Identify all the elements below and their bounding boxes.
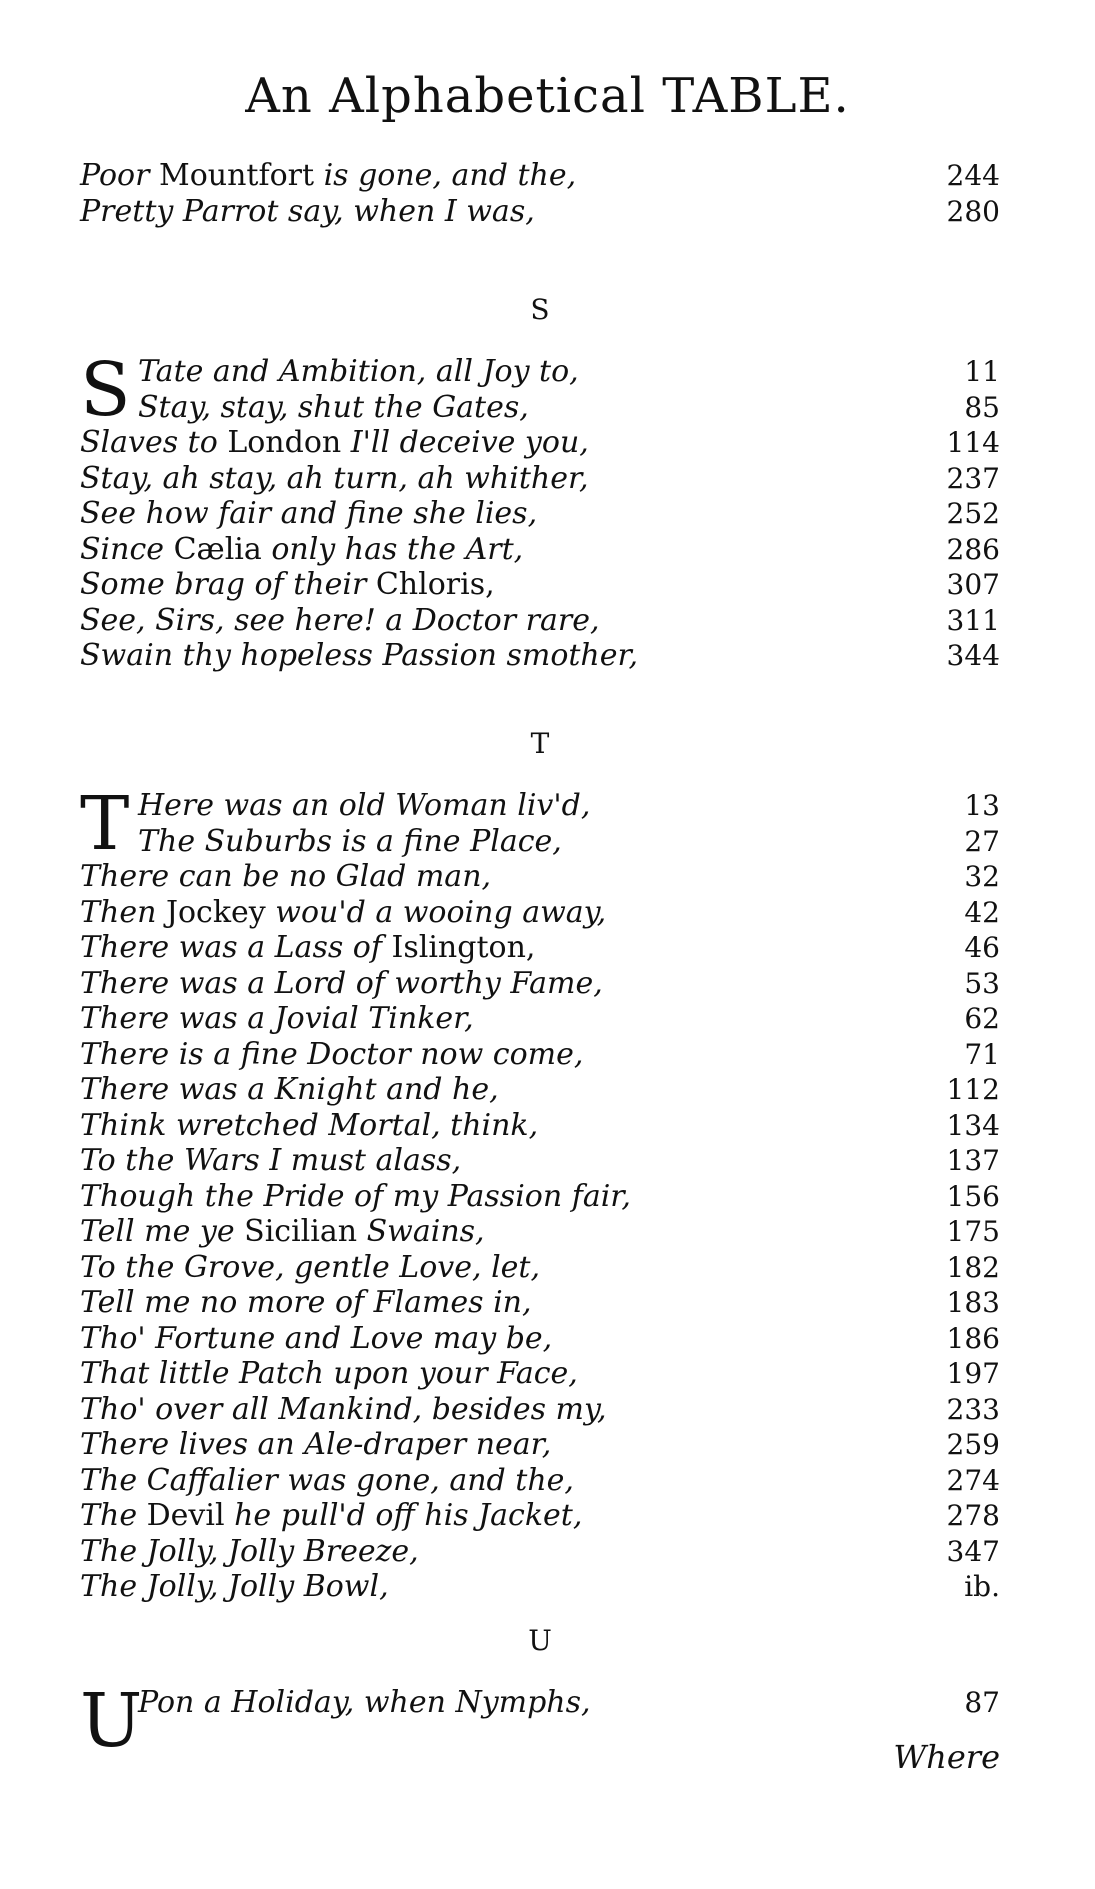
entry-page-number: 237 bbox=[946, 461, 1000, 495]
entry-page-number: 46 bbox=[964, 931, 1000, 964]
entry-title-part: London bbox=[227, 425, 351, 460]
entry-title bbox=[80, 1569, 389, 1605]
entry-title-part: Think wretched Mortal, think, bbox=[80, 1107, 539, 1143]
entry-title bbox=[80, 1427, 551, 1463]
table-row bbox=[80, 1037, 1000, 1073]
entry-title bbox=[80, 1285, 532, 1321]
entry-page-number: 233 bbox=[946, 1392, 1000, 1426]
table-row bbox=[80, 824, 1000, 860]
entry-page-number: 311 bbox=[946, 603, 1000, 637]
entry-page-number: 252 bbox=[946, 497, 1000, 530]
entry-title bbox=[138, 354, 579, 390]
entry-title-part: I'll deceive you, bbox=[350, 425, 589, 460]
entry-title-part: Tell me no more of Flames in, bbox=[80, 1285, 532, 1320]
entry-title-part: Here was an old Woman liv'd, bbox=[138, 788, 591, 823]
entry-title-part: Then bbox=[80, 894, 166, 930]
entry-page-number: 286 bbox=[946, 532, 1000, 566]
entry-title-part: Some brag of their bbox=[80, 567, 376, 602]
entry-page-number: 134 bbox=[946, 1108, 1000, 1142]
table-row bbox=[80, 461, 1000, 497]
entry-title-part: Tho' Fortune and Love may be, bbox=[80, 1320, 553, 1356]
table-row bbox=[80, 603, 1000, 639]
entry-title-part: Pretty Parrot say, when I was, bbox=[80, 193, 535, 229]
entry-title bbox=[80, 1321, 552, 1357]
section-letter-s: S bbox=[530, 293, 550, 326]
section-s bbox=[80, 293, 1000, 674]
entry-title bbox=[80, 1001, 474, 1037]
entry-page-number: 244 bbox=[946, 159, 1000, 192]
table-row bbox=[80, 638, 1000, 674]
entry-title-part: See, Sirs, see here! a Doctor rare, bbox=[80, 602, 600, 638]
entry-title-part: Stay, ah stay, ah turn, ah whither, bbox=[80, 460, 589, 496]
entry-page-number: 175 bbox=[946, 1215, 1000, 1248]
entry-title-part: Stay, stay, shut the Gates, bbox=[138, 389, 529, 425]
entry-page-number: 87 bbox=[964, 1686, 1000, 1719]
entry-title-part: There can be no Glad man, bbox=[80, 859, 492, 894]
table-row bbox=[80, 1072, 1000, 1108]
entry-title bbox=[80, 1214, 485, 1250]
entry-title-part: The bbox=[80, 1498, 147, 1533]
table-row bbox=[80, 1179, 1000, 1215]
entry-page-number: 112 bbox=[946, 1073, 1000, 1106]
entry-page-number: 182 bbox=[946, 1250, 1000, 1284]
entry-page-number: 85 bbox=[964, 390, 1000, 424]
entry-title-part: To the Wars I must alass, bbox=[80, 1143, 462, 1178]
entry-title-part: There lives an Ale-draper near, bbox=[80, 1427, 552, 1462]
entry-title-part: is gone, and the, bbox=[323, 158, 577, 193]
entry-title bbox=[80, 895, 606, 931]
table-row bbox=[80, 496, 1000, 532]
entry-title bbox=[80, 1463, 574, 1499]
table-row bbox=[80, 930, 1000, 966]
entry-title bbox=[80, 1250, 540, 1286]
entry-title-part: There was a Jovial Tinker, bbox=[80, 1001, 474, 1036]
entry-title bbox=[80, 496, 537, 532]
entry-title bbox=[80, 1534, 419, 1570]
entry-title bbox=[138, 788, 590, 824]
section-t-entries bbox=[80, 781, 1000, 1605]
entry-title-part: Pon a Holiday, when Nymphs, bbox=[138, 1685, 591, 1720]
entry-title-part: The Suburbs is a fine Place, bbox=[138, 823, 562, 859]
table-row bbox=[80, 1001, 1000, 1037]
entry-title-part: Islington, bbox=[391, 930, 536, 965]
entry-page-number: 71 bbox=[964, 1037, 1000, 1071]
entry-title-part: Slaves to bbox=[80, 425, 228, 460]
entry-page-number: 13 bbox=[964, 789, 1000, 822]
page-title: An Alphabetical TABLE. bbox=[245, 68, 850, 124]
entry-page-number: 274 bbox=[946, 1463, 1000, 1497]
entry-title bbox=[80, 859, 491, 895]
entry-title bbox=[80, 532, 523, 568]
entry-title-part: Since bbox=[80, 531, 174, 567]
entry-title-part: wou'd a wooing away, bbox=[275, 894, 607, 930]
entry-title-part: Though the Pride of my Passion fair, bbox=[80, 1178, 631, 1214]
entry-title-part: Swains, bbox=[366, 1214, 485, 1249]
entry-title bbox=[80, 966, 603, 1002]
entry-page-number: 11 bbox=[964, 355, 1000, 388]
entry-title-part: only has the Art, bbox=[271, 531, 524, 567]
entry-title bbox=[80, 1072, 499, 1108]
table-row bbox=[80, 1356, 1000, 1392]
entry-title-part: Tell me ye bbox=[80, 1214, 245, 1249]
entry-title bbox=[80, 1143, 461, 1179]
entry-title-part: The Jolly, Jolly Bowl, bbox=[80, 1569, 389, 1604]
entry-page-number: 32 bbox=[964, 860, 1000, 893]
entry-title bbox=[80, 1108, 538, 1144]
entry-title-part: Mountfort bbox=[158, 158, 324, 193]
section-p bbox=[80, 158, 1000, 229]
catchword: Where bbox=[893, 1738, 1000, 1776]
entry-page-number: 53 bbox=[964, 966, 1000, 1000]
entry-title bbox=[138, 390, 529, 426]
entry-page-number: 278 bbox=[946, 1499, 1000, 1532]
entry-page-number: ib. bbox=[964, 1570, 1000, 1603]
entry-title bbox=[80, 194, 535, 230]
dropcap-u: U bbox=[80, 1678, 143, 1764]
table-row bbox=[80, 390, 1000, 426]
entry-title-part: Tho' over all Mankind, besides my, bbox=[80, 1391, 607, 1427]
entry-title bbox=[80, 1356, 578, 1392]
table-row bbox=[80, 1392, 1000, 1428]
table-row bbox=[80, 194, 1000, 230]
entry-page-number: 186 bbox=[946, 1321, 1000, 1355]
table-row bbox=[80, 966, 1000, 1002]
entry-title-part: The Caffalier was gone, and the, bbox=[80, 1462, 574, 1498]
entry-title bbox=[80, 930, 535, 966]
entry-title-part: That little Patch upon your Face, bbox=[80, 1356, 578, 1391]
entry-title-part: Tate and Ambition, all Joy to, bbox=[138, 354, 579, 389]
entry-page-number: 344 bbox=[946, 639, 1000, 672]
entry-title-part: There was a Lass of bbox=[80, 930, 392, 965]
section-t bbox=[80, 727, 1000, 1605]
dropcap-s: S bbox=[80, 347, 131, 433]
table-row bbox=[80, 1285, 1000, 1321]
table-row bbox=[80, 1685, 1000, 1721]
entry-page-number: 114 bbox=[946, 426, 1000, 459]
entry-page-number: 27 bbox=[964, 824, 1000, 858]
entry-title-part: The Jolly, Jolly Breeze, bbox=[80, 1533, 419, 1569]
entry-page-number: 137 bbox=[946, 1144, 1000, 1177]
entry-title-part: Cælia bbox=[173, 531, 272, 567]
section-letter-t: T bbox=[530, 727, 550, 760]
entry-page-number: 183 bbox=[946, 1286, 1000, 1319]
entry-title-part: Chloris, bbox=[375, 567, 495, 602]
entry-title bbox=[80, 158, 576, 194]
entry-page-number: 307 bbox=[946, 568, 1000, 601]
table-row bbox=[80, 1143, 1000, 1179]
entry-title-part: Devil bbox=[146, 1498, 235, 1533]
table-row bbox=[80, 354, 1000, 390]
entry-title bbox=[138, 824, 562, 860]
entry-title bbox=[80, 425, 589, 461]
entry-title-part: Sicilian bbox=[244, 1214, 367, 1249]
table-row bbox=[80, 859, 1000, 895]
entry-title bbox=[80, 603, 599, 639]
entry-page-number: 259 bbox=[946, 1428, 1000, 1461]
table-row bbox=[80, 788, 1000, 824]
table-row bbox=[80, 1463, 1000, 1499]
table-row bbox=[80, 1427, 1000, 1463]
entry-page-number: 280 bbox=[946, 194, 1000, 228]
entry-title bbox=[80, 638, 638, 674]
entry-title-part: There was a Knight and he, bbox=[80, 1072, 499, 1107]
entry-title bbox=[80, 461, 589, 497]
table-row bbox=[80, 532, 1000, 568]
entry-page-number: 42 bbox=[964, 895, 1000, 929]
table-row bbox=[80, 1569, 1000, 1605]
entry-title-part: See how fair and fine she lies, bbox=[80, 496, 538, 531]
entry-title bbox=[138, 1685, 591, 1721]
entry-title-part: There is a fine Doctor now come, bbox=[80, 1036, 584, 1072]
entry-title bbox=[80, 567, 495, 603]
entry-page-number: 156 bbox=[946, 1179, 1000, 1213]
entry-page-number: 347 bbox=[946, 1534, 1000, 1568]
entry-title bbox=[80, 1392, 607, 1428]
entry-title-part: Poor bbox=[80, 158, 159, 193]
entry-title-part: Swain thy hopeless Passion smother, bbox=[80, 638, 639, 673]
entry-title bbox=[80, 1179, 631, 1215]
table-row bbox=[80, 1534, 1000, 1570]
table-row bbox=[80, 1250, 1000, 1286]
section-s-entries bbox=[80, 347, 1000, 674]
dropcap-t: T bbox=[80, 781, 130, 867]
section-letter-u: U bbox=[528, 1624, 552, 1657]
table-row bbox=[80, 1214, 1000, 1250]
entry-title-part: Jockey bbox=[165, 894, 276, 930]
table-row bbox=[80, 1108, 1000, 1144]
entry-title bbox=[80, 1498, 582, 1534]
entry-title-part: There was a Lord of worthy Fame, bbox=[80, 965, 603, 1001]
entry-page-number: 62 bbox=[964, 1002, 1000, 1035]
table-row bbox=[80, 425, 1000, 461]
entry-title-part: he pull'd off his Jacket, bbox=[234, 1498, 583, 1533]
entry-page-number: 197 bbox=[946, 1357, 1000, 1390]
table-row bbox=[80, 895, 1000, 931]
table-row bbox=[80, 1321, 1000, 1357]
table-row bbox=[80, 1498, 1000, 1534]
entry-title bbox=[80, 1037, 583, 1073]
entry-title-part: To the Grove, gentle Love, let, bbox=[80, 1249, 541, 1285]
table-row bbox=[80, 158, 1000, 194]
table-row bbox=[80, 567, 1000, 603]
